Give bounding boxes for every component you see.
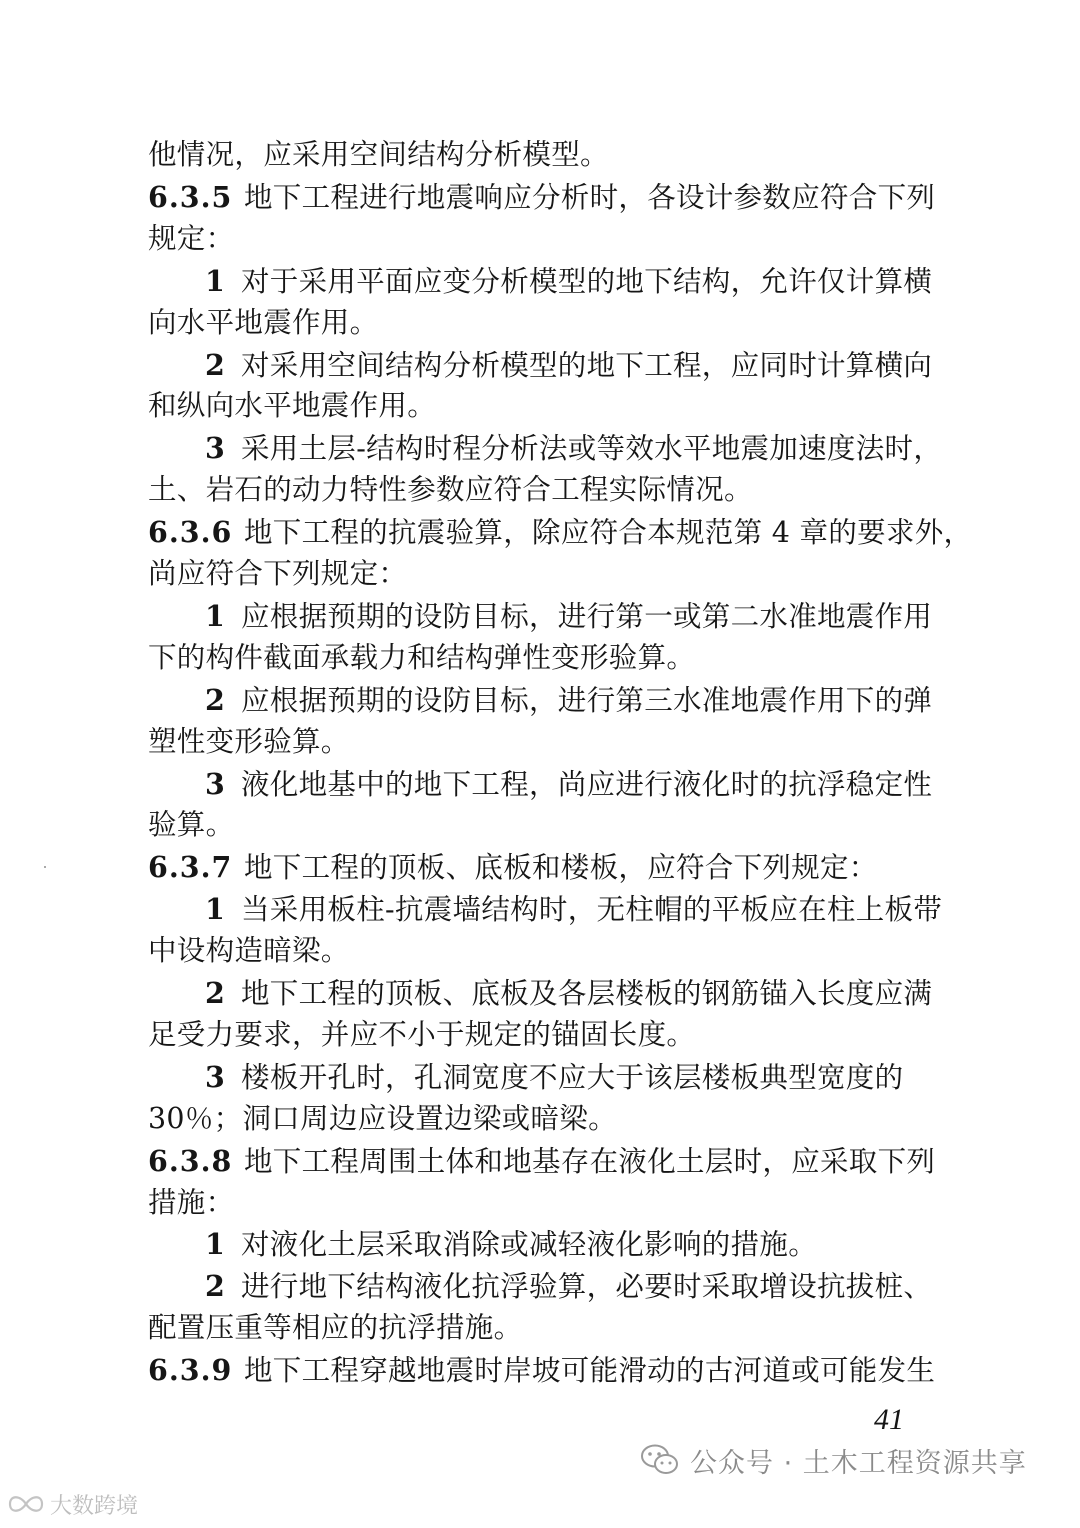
corner-watermark <box>6 1488 138 1520</box>
item-number: 3 <box>205 431 226 466</box>
line-text: 当采用板柱-抗震墙结构时，无柱帽的平板应在柱上板带 <box>241 893 943 927</box>
line-text: 规定： <box>148 221 235 255</box>
line-text: 地下工程的抗震验算，除应符合本规范第 4 章的要求外， <box>244 516 973 550</box>
section-line <box>148 845 928 889</box>
line-text: 地下工程进行地震响应分析时，各设计参数应符合下列 <box>244 180 936 214</box>
line-text: 应根据预期的设防目标，进行第一或第二水准地震作用 <box>241 599 933 633</box>
line-text: 土、岩石的动力特性参数应符合工程实际情况。 <box>148 473 753 507</box>
line-text: 应根据预期的设防目标，进行第三水准地震作用下的弹 <box>241 683 933 717</box>
line-text: 对液化土层采取消除或减轻液化影响的措施。 <box>241 1228 818 1262</box>
section-number: 6.3.7 <box>148 850 233 885</box>
section-number: 6.3.5 <box>148 179 233 214</box>
margin-speck <box>44 866 46 868</box>
section-number: 6.3.6 <box>148 515 233 550</box>
line-text: 中设构造暗梁。 <box>148 934 350 968</box>
text-line <box>148 468 928 512</box>
item-number: 1 <box>205 598 226 633</box>
text-line <box>148 1181 928 1225</box>
line-text: 采用土层-结构时程分析法或等效水平地震加速度法时， <box>241 432 943 466</box>
line-text: 液化地基中的地下工程，尚应进行液化时的抗浮稳定性 <box>241 767 933 801</box>
line-text: 进行地下结构液化抗浮验算，必要时采取增设抗拔桩、 <box>241 1270 933 1304</box>
text-line <box>148 929 928 973</box>
section-number: 6.3.8 <box>148 1143 233 1178</box>
text-line <box>148 1306 928 1350</box>
line-text: 对采用空间结构分析模型的地下工程，应同时计算横向 <box>241 348 933 382</box>
list-item-line <box>205 971 985 1015</box>
page-number: 41 <box>874 1403 904 1436</box>
item-number: 2 <box>205 1269 226 1304</box>
text-line <box>148 1013 928 1057</box>
line-text: 足受力要求，并应不小于规定的锚固长度。 <box>148 1017 696 1051</box>
line-text: 地下工程的顶板、底板和楼板，应符合下列规定： <box>244 851 878 885</box>
line-text: 地下工程的顶板、底板及各层楼板的钢筋锚入长度应满 <box>241 977 933 1010</box>
line-text: 地下工程穿越地震时岸坡可能滑动的古河道或可能发生 <box>244 1354 936 1388</box>
line-text: 对于采用平面应变分析模型的地下结构，允许仅计算横 <box>241 264 933 298</box>
text-line <box>148 803 928 847</box>
line-text: 配置压重等相应的抗浮措施。 <box>148 1311 523 1345</box>
wechat-icon <box>640 1443 680 1477</box>
line-text: 塑性变形验算。 <box>148 724 350 758</box>
line-text: 措施： <box>148 1185 235 1219</box>
list-item-line <box>205 343 985 387</box>
section-line <box>148 175 936 219</box>
list-item-line <box>205 887 985 931</box>
list-item-line <box>205 678 985 722</box>
text-line <box>148 133 928 177</box>
text-line <box>148 552 928 596</box>
item-number: 3 <box>205 766 226 801</box>
item-number: 2 <box>205 682 226 717</box>
line-text: 楼板开孔时，孔洞宽度不应大于该层楼板典型宽度的 <box>241 1060 904 1094</box>
line-text: 地下工程周围土体和地基存在液化土层时，应采取下列 <box>244 1144 936 1178</box>
list-item-line <box>205 259 985 303</box>
text-line <box>148 217 928 261</box>
wechat-watermark <box>640 1440 1027 1480</box>
line-text: 30％；洞口周边应设置边梁或暗梁。 <box>148 1101 617 1135</box>
line-text: 下的构件截面承载力和结构弹性变形验算。 <box>148 640 696 674</box>
list-item-line <box>205 594 985 638</box>
section-line <box>148 1139 936 1183</box>
line-text: 他情况，应采用空间结构分析模型。 <box>148 138 609 171</box>
section-line <box>148 510 973 554</box>
text-line <box>148 384 928 428</box>
line-text: 验算。 <box>148 808 235 842</box>
item-number: 1 <box>205 263 226 298</box>
line-text: 和纵向水平地震作用。 <box>148 389 437 423</box>
infinity-logo-icon <box>6 1493 46 1515</box>
list-item-line <box>205 1264 985 1308</box>
text-line <box>148 301 928 345</box>
item-number: 3 <box>205 1059 226 1094</box>
item-number: 1 <box>205 892 226 927</box>
text-line <box>148 636 928 680</box>
section-line <box>148 1348 936 1392</box>
corner-watermark-text: 大数跨境 <box>50 1493 139 1519</box>
text-line <box>148 1097 928 1141</box>
section-number: 6.3.9 <box>148 1353 233 1388</box>
list-item-line <box>205 762 985 806</box>
list-item-line <box>205 426 985 470</box>
line-text: 向水平地震作用。 <box>148 305 379 339</box>
list-item-line <box>205 1055 985 1099</box>
text-line <box>148 720 928 764</box>
item-number: 1 <box>205 1227 226 1262</box>
item-number: 2 <box>205 347 226 382</box>
list-item-line <box>205 1222 985 1266</box>
line-text: 尚应符合下列规定： <box>148 557 408 590</box>
item-number: 2 <box>205 976 226 1010</box>
watermark-text: 公众号 · 土木工程资源共享 <box>690 1447 1027 1479</box>
